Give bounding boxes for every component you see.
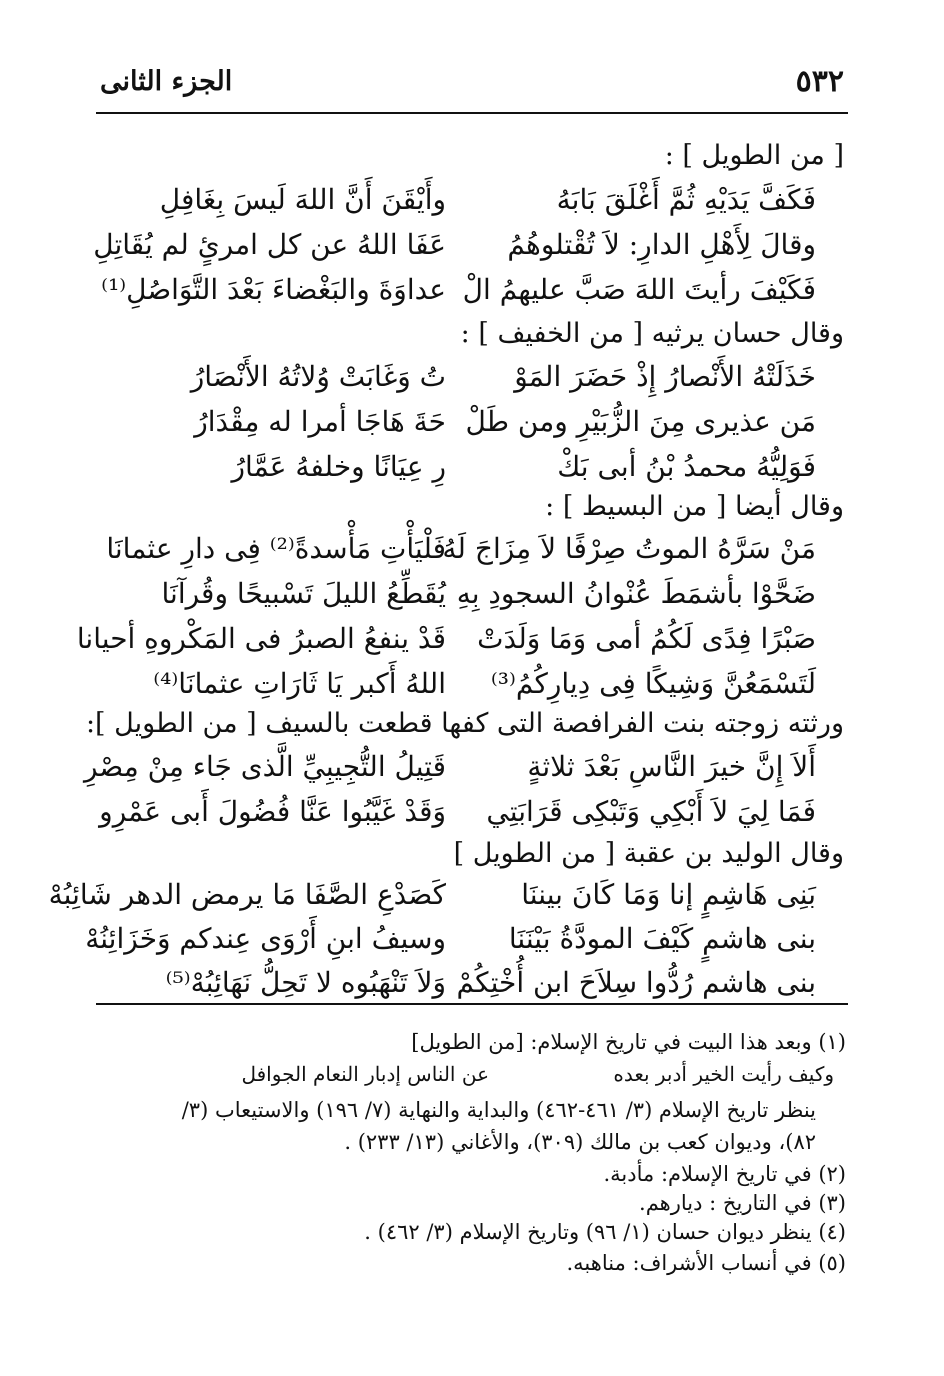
verse-hemistich-second: اللهُ أَكبر يَا ثَارَاتِ عثمانَا⁽⁴⁾ — [153, 667, 446, 700]
footnote-1-verse-first: وكيف رأيت الخير أدبر بعده — [613, 1062, 834, 1086]
verse-hemistich-first: خَذَلَتْهُ الأَنْصارُ إِذْ حَضَرَ المَوْ — [514, 360, 816, 393]
footnote-3: (٣) في التاريخ : ديارهم. — [639, 1191, 846, 1215]
intro-line: [ من الطويل ] : — [664, 140, 844, 171]
verse-hemistich-first: صَبْرًا فِدًى لَكُمُ أمى وَمَا وَلَدَتْ — [477, 622, 816, 655]
verse-hemistich-second: تُ وَغَابَتْ وُلاتُهُ الأَنْصَارُ — [190, 360, 446, 393]
footnote-1-verse-second: عن الناس إدبار النعام الجوافل — [241, 1062, 489, 1086]
verse-hemistich-second: وسيفُ ابنِ أَرْوَى عِندكم وَخَزَائِنُهْ — [85, 922, 446, 955]
verse-hemistich-second: كَصَدْعِ الصَّفَا مَا يرمض الدهر شَائِبُهْ — [48, 878, 446, 911]
verse-hemistich-second: فَلْيَأْتِ مَأْسدةً⁽²⁾ فِى دارِ عثمانَا — [106, 532, 446, 565]
verse — [92, 966, 844, 1016]
verse-hemistich-first: بَنِى هَاشِمٍ إنا وَمَا كَانَ بيننَا — [521, 878, 816, 911]
verse — [92, 405, 844, 455]
verse-hemistich-first: أَلاَ إِنَّ خيرَ النَّاسِ بَعْدَ ثلاثةٍ — [527, 750, 816, 783]
verse — [76, 622, 844, 672]
part-title: الجزء الثانى — [100, 66, 233, 97]
intro-line: ورثته زوجته بنت الفرافصة التى كفها قطعت بالسيف [ من الطويل ]: — [85, 708, 844, 739]
footnote-5: (٥) في أنساب الأشراف: مناهبه. — [566, 1251, 846, 1275]
intro-line: وقال حسان يرثيه [ من الخفيف ] : — [460, 318, 844, 349]
verse — [92, 183, 844, 233]
verse-hemistich-first: فَوَلِيُّهُ محمدُ بْنُ أبى بَكْ — [557, 450, 816, 483]
footnote-1: (١) وبعد هذا البيت في تاريخ الإسلام: [من الطويل] — [411, 1030, 846, 1054]
verse — [92, 532, 844, 582]
footnote-1-reference-cont: ٨٢)، وديوان كعب بن مالك (٣٠٩)، والأغاني (١٣/ ٢٣٣) . — [344, 1130, 816, 1154]
verse — [48, 878, 844, 928]
verse-hemistich-first: مَنْ سَرَّهُ الموتُ صِرْفًا لاَ مِزَاجَ لَهُ — [442, 532, 816, 565]
verse-hemistich-second: يُقَطِّعُ الليلَ تَسْبيحًا وقُرآنَا — [161, 577, 446, 610]
verse-hemistich-first: بنى هاشمٍ كَيْفَ المودَّةُ بَيْنَنَا — [508, 922, 816, 955]
verse-hemistich-first: وقالَ لِأَهْلِ الدارِ: لاَ تُقْتلوهُمُ — [507, 228, 816, 261]
verse-hemistich-first: ضَحَّوْا بأشمَطَ عُنْوانُ السجودِ بِهِ — [456, 577, 816, 610]
verse-hemistich-second: قَدْ ينفعُ الصبرُ فى المَكْروهِ أحيانا — [76, 622, 446, 655]
verse-hemistich-first: مَن عذيرى مِنَ الزُّبَيْرِ ومن طَلْ — [465, 405, 816, 438]
verse — [83, 750, 844, 800]
header-rule — [96, 112, 848, 114]
verse-hemistich-second: وَلاَ تَنْهَبُوه لا تَحِلُّ نَهَائِبُهْ⁽⁵⁾ — [165, 966, 446, 999]
verse-hemistich-first: بنى هاشم رُدُّوا سِلاَحَ ابن أُخْتِكُمْ — [456, 966, 816, 999]
footnote-4: (٤) ينظر ديوان حسان (١/ ٩٦) وتاريخ الإسلام (٣/ ٤٦٢) . — [364, 1220, 846, 1244]
footnote-1-reference: ينظر تاريخ الإسلام (٣/ ٤٦١-٤٦٢) والبداية والنهاية (٧/ ١٩٦) والاستيعاب (٣/ — [181, 1098, 816, 1122]
verse-hemistich-first: فَكَيْفَ رأيتَ اللهَ صَبَّ عليهمُ الْ — [462, 273, 816, 306]
verse-hemistich-second: رِ عِيَانًا وخلفهُ عَمَّارُ — [231, 450, 446, 483]
footnote-rule — [96, 1003, 848, 1005]
verse-hemistich-first: فَكَفَّ يَدَيْهِ ثُمَّ أَغْلَقَ بَابَهُ — [556, 183, 816, 216]
verse — [92, 360, 844, 410]
verse-hemistich-second: وَقَدْ غَيَّبُوا عَنَّا فُضُولَ أَبى عَمْرِو — [99, 795, 446, 828]
verse-hemistich-second: حَةَ هَاجَا أمرا له مِقْدَارُ — [194, 405, 446, 438]
verse-hemistich-first: فَمَا لِيَ لاَ أَبْكِي وَتَبْكِى قَرَابَتِي — [486, 795, 816, 828]
verse — [92, 228, 844, 278]
footnote-2: (٢) في تاريخ الإسلام: مأدبة. — [603, 1162, 846, 1186]
intro-line: وقال أيضا [ من البسيط ] : — [545, 491, 844, 522]
verse-hemistich-first: لَتَسْمَعُنَّ وَشِيكًا فِى دِيارِكُمُ⁽³⁾ — [490, 667, 816, 700]
verse — [85, 922, 844, 972]
verse — [92, 577, 844, 627]
verse-hemistich-second: وأَيْقَنَ أَنَّ اللهَ لَيسَ بِغَافِلِ — [159, 183, 446, 216]
verse-hemistich-second: عداوَةَ والبَغْضاءَ بَعْدَ التَّوَاصُلِ⁽¹⁾ — [101, 273, 446, 306]
verse — [92, 273, 844, 323]
intro-line: وقال الوليد بن عقبة [ من الطويل ] — [453, 838, 844, 869]
page-number: ٥٣٢ — [795, 64, 844, 99]
verse-hemistich-second: قَتِيلُ التُّجِيبِيِّ الَّذى جَاء مِنْ مِصْرِ — [83, 750, 446, 783]
verse-hemistich-second: عَفَا اللهُ عن كل امرئٍ لم يُقَاتِلِ — [93, 228, 446, 261]
